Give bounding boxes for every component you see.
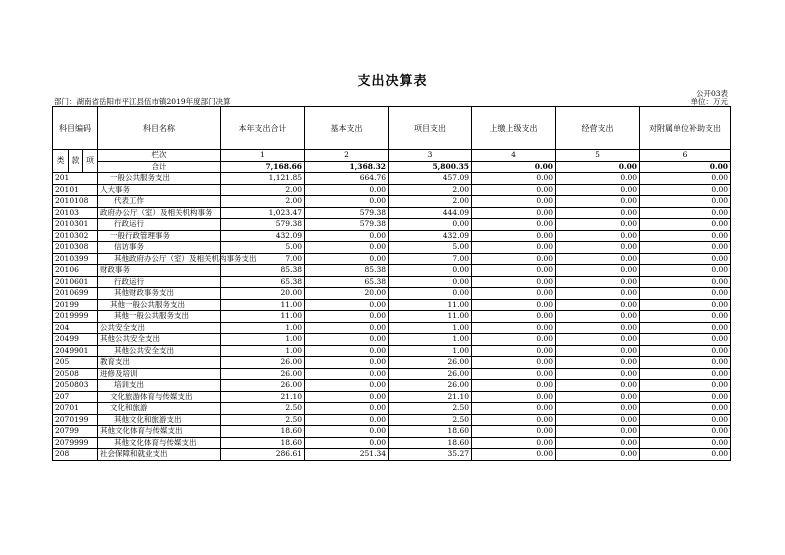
- row-value: 0.00: [640, 253, 731, 265]
- row-value: 1.00: [389, 334, 472, 346]
- row-value: 11.00: [221, 311, 305, 323]
- row-value: 0.00: [389, 219, 472, 231]
- row-code: 2010308: [53, 242, 98, 254]
- row-value: 2.50: [389, 414, 472, 426]
- row-value: 0.00: [389, 265, 472, 277]
- row-value: 2.00: [221, 184, 305, 196]
- total-value: 0.00: [556, 161, 640, 173]
- row-value: 664.76: [305, 173, 389, 185]
- table-row: [53, 322, 731, 334]
- row-value: 2.50: [221, 414, 305, 426]
- kind-lei: 类: [53, 150, 69, 173]
- row-code: 20499: [53, 334, 98, 346]
- row-name: 其他文化体育与传媒支出: [98, 426, 221, 438]
- row-value: 0.00: [472, 437, 556, 449]
- row-value: 0.00: [556, 380, 640, 392]
- row-name: 文化旅游体育与传媒支出: [98, 391, 221, 403]
- row-name: 其他公共安全支出: [98, 334, 221, 346]
- row-value: 11.00: [389, 299, 472, 311]
- row-code: 2010699: [53, 288, 98, 300]
- row-code: 20101: [53, 184, 98, 196]
- table-row: [53, 253, 731, 265]
- row-code: 2050803: [53, 380, 98, 392]
- row-value: 0.00: [305, 426, 389, 438]
- row-value: 0.00: [472, 380, 556, 392]
- row-value: 0.00: [472, 196, 556, 208]
- row-value: 457.09: [389, 173, 472, 185]
- row-value: 0.00: [472, 403, 556, 415]
- row-value: 1.00: [389, 322, 472, 334]
- row-value: 0.00: [640, 219, 731, 231]
- row-value: 11.00: [221, 299, 305, 311]
- table-row: [53, 299, 731, 311]
- row-value: 0.00: [305, 299, 389, 311]
- table-row: [53, 242, 731, 254]
- row-value: 21.10: [389, 391, 472, 403]
- row-value: 0.00: [305, 322, 389, 334]
- row-name: 公共安全支出: [98, 322, 221, 334]
- row-value: 0.00: [640, 437, 731, 449]
- row-name: 行政运行: [98, 276, 221, 288]
- row-value: 7.00: [221, 253, 305, 265]
- row-value: 0.00: [556, 173, 640, 185]
- row-value: 0.00: [472, 299, 556, 311]
- kind-xiang: 项: [83, 150, 98, 173]
- table-row: [53, 196, 731, 208]
- row-value: 0.00: [556, 299, 640, 311]
- row-value: 0.00: [640, 414, 731, 426]
- table-row: [53, 345, 731, 357]
- row-value: 0.00: [640, 276, 731, 288]
- row-value: 0.00: [472, 288, 556, 300]
- row-code: 2010108: [53, 196, 98, 208]
- total-value: 1,368.32: [305, 161, 389, 173]
- row-value: 65.38: [305, 276, 389, 288]
- row-name: 其他文化和旅游支出: [98, 414, 221, 426]
- row-value: 0.00: [640, 184, 731, 196]
- row-value: 0.00: [640, 334, 731, 346]
- row-value: 0.00: [640, 242, 731, 254]
- row-value: 0.00: [472, 265, 556, 277]
- row-value: 0.00: [472, 242, 556, 254]
- row-code: 20701: [53, 403, 98, 415]
- department-label: 部门：湖南省岳阳市平江县伍市镇2019年度部门决算: [54, 97, 231, 106]
- row-value: 0.00: [556, 357, 640, 369]
- row-value: 18.60: [389, 437, 472, 449]
- row-value: 65.38: [221, 276, 305, 288]
- row-value: 26.00: [221, 368, 305, 380]
- row-value: 21.10: [221, 391, 305, 403]
- row-value: 0.00: [640, 322, 731, 334]
- row-value: 0.00: [305, 334, 389, 346]
- row-value: 0.00: [640, 380, 731, 392]
- row-value: 0.00: [305, 414, 389, 426]
- row-value: 0.00: [472, 357, 556, 369]
- header-subsidy: 对附属单位补助支出: [640, 107, 731, 150]
- row-code: 20199: [53, 299, 98, 311]
- row-value: 432.09: [221, 230, 305, 242]
- header-row: [53, 107, 731, 150]
- row-value: 579.38: [221, 219, 305, 231]
- table-row: [53, 184, 731, 196]
- table-row: [53, 368, 731, 380]
- row-value: 579.38: [305, 207, 389, 219]
- total-value: 0.00: [640, 161, 731, 173]
- table-row: [53, 230, 731, 242]
- row-code: 2010302: [53, 230, 98, 242]
- row-value: 18.60: [389, 426, 472, 438]
- row-value: 0.00: [556, 276, 640, 288]
- row-value: 5.00: [389, 242, 472, 254]
- row-value: 0.00: [472, 368, 556, 380]
- row-value: 0.00: [640, 265, 731, 277]
- row-code: 20508: [53, 368, 98, 380]
- row-value: 2.50: [221, 403, 305, 415]
- row-value: 0.00: [305, 437, 389, 449]
- row-name: 一般行政管理事务: [98, 230, 221, 242]
- row-code: 2049901: [53, 345, 98, 357]
- row-value: 35.27: [389, 449, 472, 461]
- row-value: 26.00: [389, 357, 472, 369]
- row-name: 财政事务: [98, 265, 221, 277]
- row-code: 204: [53, 322, 98, 334]
- row-value: 18.60: [221, 426, 305, 438]
- header-basic: 基本支出: [305, 107, 389, 150]
- row-name: 代表工作: [98, 196, 221, 208]
- row-value: 1.00: [221, 334, 305, 346]
- row-value: 0.00: [472, 276, 556, 288]
- row-name: 其他文化体育与传媒支出: [98, 437, 221, 449]
- row-value: 85.38: [221, 265, 305, 277]
- row-name: 其他财政事务支出: [98, 288, 221, 300]
- row-value: 18.60: [221, 437, 305, 449]
- row-name: 文化和旅游: [98, 403, 221, 415]
- table-row: [53, 391, 731, 403]
- col-num-3: 3: [389, 150, 472, 162]
- row-value: 0.00: [556, 242, 640, 254]
- row-value: 0.00: [640, 299, 731, 311]
- row-code: 208: [53, 449, 98, 461]
- row-value: 0.00: [556, 403, 640, 415]
- row-value: 0.00: [640, 368, 731, 380]
- header-business: 经营支出: [556, 107, 640, 150]
- row-value: 0.00: [305, 242, 389, 254]
- row-value: 0.00: [640, 357, 731, 369]
- row-value: 0.00: [640, 173, 731, 185]
- row-value: 1.00: [221, 345, 305, 357]
- total-row: [53, 161, 731, 173]
- row-value: 2.00: [389, 196, 472, 208]
- row-value: 0.00: [305, 311, 389, 323]
- row-value: 0.00: [556, 322, 640, 334]
- row-value: 0.00: [472, 334, 556, 346]
- row-name: 教育支出: [98, 357, 221, 369]
- row-value: 1,023.47: [221, 207, 305, 219]
- header-code: 科目编码: [53, 107, 98, 150]
- row-value: 0.00: [640, 311, 731, 323]
- row-value: 0.00: [472, 184, 556, 196]
- row-value: 0.00: [472, 391, 556, 403]
- header-upper: 上缴上级支出: [472, 107, 556, 150]
- row-value: 0.00: [556, 230, 640, 242]
- row-value: 0.00: [389, 276, 472, 288]
- row-value: 0.00: [472, 322, 556, 334]
- col-num-1: 1: [221, 150, 305, 162]
- row-value: 0.00: [556, 196, 640, 208]
- row-value: 1,121.85: [221, 173, 305, 185]
- table-row: [53, 173, 731, 185]
- col-num-2: 2: [305, 150, 389, 162]
- row-value: 0.00: [556, 265, 640, 277]
- row-value: 0.00: [556, 184, 640, 196]
- row-value: 579.38: [305, 219, 389, 231]
- table-row: [53, 437, 731, 449]
- kind-kuan: 款: [69, 150, 83, 173]
- row-value: 0.00: [305, 345, 389, 357]
- row-value: 0.00: [305, 391, 389, 403]
- row-code: 20799: [53, 426, 98, 438]
- row-value: 0.00: [472, 426, 556, 438]
- lanci-row: [53, 150, 731, 162]
- row-value: 0.00: [640, 449, 731, 461]
- table-row: [53, 380, 731, 392]
- unit-label: 单位：万元: [690, 97, 728, 106]
- expenditure-table: [52, 106, 731, 461]
- row-value: 0.00: [556, 391, 640, 403]
- row-value: 0.00: [556, 219, 640, 231]
- row-code: 2010301: [53, 219, 98, 231]
- row-value: 7.00: [389, 253, 472, 265]
- total-value: 5,800.35: [389, 161, 472, 173]
- row-value: 0.00: [472, 311, 556, 323]
- table-row: [53, 265, 731, 277]
- table-row: [53, 288, 731, 300]
- row-value: 1.00: [389, 345, 472, 357]
- row-value: 0.00: [640, 391, 731, 403]
- row-value: 0.00: [305, 253, 389, 265]
- row-value: 0.00: [472, 345, 556, 357]
- row-name: 其他政府办公厅（室）及相关机构事务支出: [98, 253, 221, 265]
- row-value: 0.00: [640, 288, 731, 300]
- table-row: [53, 449, 731, 461]
- row-value: 0.00: [556, 437, 640, 449]
- row-name: 进修及培训: [98, 368, 221, 380]
- table-row: [53, 207, 731, 219]
- row-value: 251.34: [305, 449, 389, 461]
- form-code: 公开03表: [695, 89, 728, 98]
- table-row: [53, 403, 731, 415]
- header-total: 本年支出合计: [221, 107, 305, 150]
- row-code: 20103: [53, 207, 98, 219]
- col-num-5: 5: [556, 150, 640, 162]
- row-value: 0.00: [556, 253, 640, 265]
- row-code: 2070199: [53, 414, 98, 426]
- row-value: 11.00: [389, 311, 472, 323]
- row-value: 0.00: [556, 449, 640, 461]
- row-name: 行政运行: [98, 219, 221, 231]
- row-value: 2.00: [389, 184, 472, 196]
- row-value: 0.00: [640, 403, 731, 415]
- row-value: 0.00: [556, 334, 640, 346]
- row-value: 26.00: [221, 357, 305, 369]
- row-name: 社会保障和就业支出: [98, 449, 221, 461]
- row-value: 20.00: [221, 288, 305, 300]
- heji-label: 合计: [98, 161, 221, 173]
- col-num-4: 4: [472, 150, 556, 162]
- table-row: [53, 357, 731, 369]
- row-name: 人大事务: [98, 184, 221, 196]
- row-value: 5.00: [221, 242, 305, 254]
- row-name: 其他公共安全支出: [98, 345, 221, 357]
- row-value: 0.00: [556, 345, 640, 357]
- row-value: 286.61: [221, 449, 305, 461]
- row-code: 2079999: [53, 437, 98, 449]
- row-value: 0.00: [305, 380, 389, 392]
- row-value: 432.09: [389, 230, 472, 242]
- row-value: 0.00: [472, 253, 556, 265]
- row-value: 0.00: [472, 219, 556, 231]
- row-value: 0.00: [305, 196, 389, 208]
- row-value: 0.00: [640, 207, 731, 219]
- row-code: 207: [53, 391, 98, 403]
- row-value: 0.00: [556, 414, 640, 426]
- row-value: 26.00: [389, 368, 472, 380]
- row-value: 0.00: [472, 207, 556, 219]
- row-code: 2010399: [53, 253, 98, 265]
- row-value: 0.00: [556, 288, 640, 300]
- header-name: 科目名称: [98, 107, 221, 150]
- row-value: 0.00: [472, 414, 556, 426]
- row-value: 0.00: [305, 184, 389, 196]
- lanci-label: 栏次: [98, 150, 221, 162]
- row-value: 0.00: [305, 403, 389, 415]
- row-name: 政府办公厅（室）及相关机构事务: [98, 207, 221, 219]
- row-value: 0.00: [305, 368, 389, 380]
- row-code: 2019999: [53, 311, 98, 323]
- row-value: 444.09: [389, 207, 472, 219]
- row-value: 0.00: [640, 345, 731, 357]
- row-value: 0.00: [556, 426, 640, 438]
- row-value: 2.00: [221, 196, 305, 208]
- row-value: 0.00: [556, 311, 640, 323]
- row-name: 其他一般公共服务支出: [98, 299, 221, 311]
- table-row: [53, 219, 731, 231]
- row-code: 2010601: [53, 276, 98, 288]
- table-row: [53, 311, 731, 323]
- total-value: 7,168.66: [221, 161, 305, 173]
- row-value: 0.00: [305, 357, 389, 369]
- total-value: 0.00: [472, 161, 556, 173]
- page-title: 支出决算表: [357, 74, 428, 89]
- row-value: 0.00: [472, 173, 556, 185]
- row-value: 0.00: [472, 230, 556, 242]
- row-value: 0.00: [640, 426, 731, 438]
- row-value: 0.00: [640, 196, 731, 208]
- row-code: 20106: [53, 265, 98, 277]
- row-value: 0.00: [305, 230, 389, 242]
- row-name: 其他一般公共服务支出: [98, 311, 221, 323]
- row-value: 0.00: [556, 368, 640, 380]
- row-value: 20.00: [305, 288, 389, 300]
- row-value: 2.50: [389, 403, 472, 415]
- row-value: 0.00: [389, 288, 472, 300]
- table-row: [53, 426, 731, 438]
- table-row: [53, 414, 731, 426]
- row-value: 0.00: [556, 207, 640, 219]
- header-project: 项目支出: [389, 107, 472, 150]
- row-value: 1.00: [221, 322, 305, 334]
- table-row: [53, 334, 731, 346]
- row-name: 培训支出: [98, 380, 221, 392]
- row-value: 0.00: [472, 449, 556, 461]
- row-name: 一般公共服务支出: [98, 173, 221, 185]
- row-value: 26.00: [389, 380, 472, 392]
- col-num-6: 6: [640, 150, 731, 162]
- row-code: 201: [53, 173, 98, 185]
- row-code: 205: [53, 357, 98, 369]
- row-value: 85.38: [305, 265, 389, 277]
- table-row: [53, 276, 731, 288]
- row-value: 26.00: [221, 380, 305, 392]
- row-name: 信访事务: [98, 242, 221, 254]
- row-value: 0.00: [640, 230, 731, 242]
